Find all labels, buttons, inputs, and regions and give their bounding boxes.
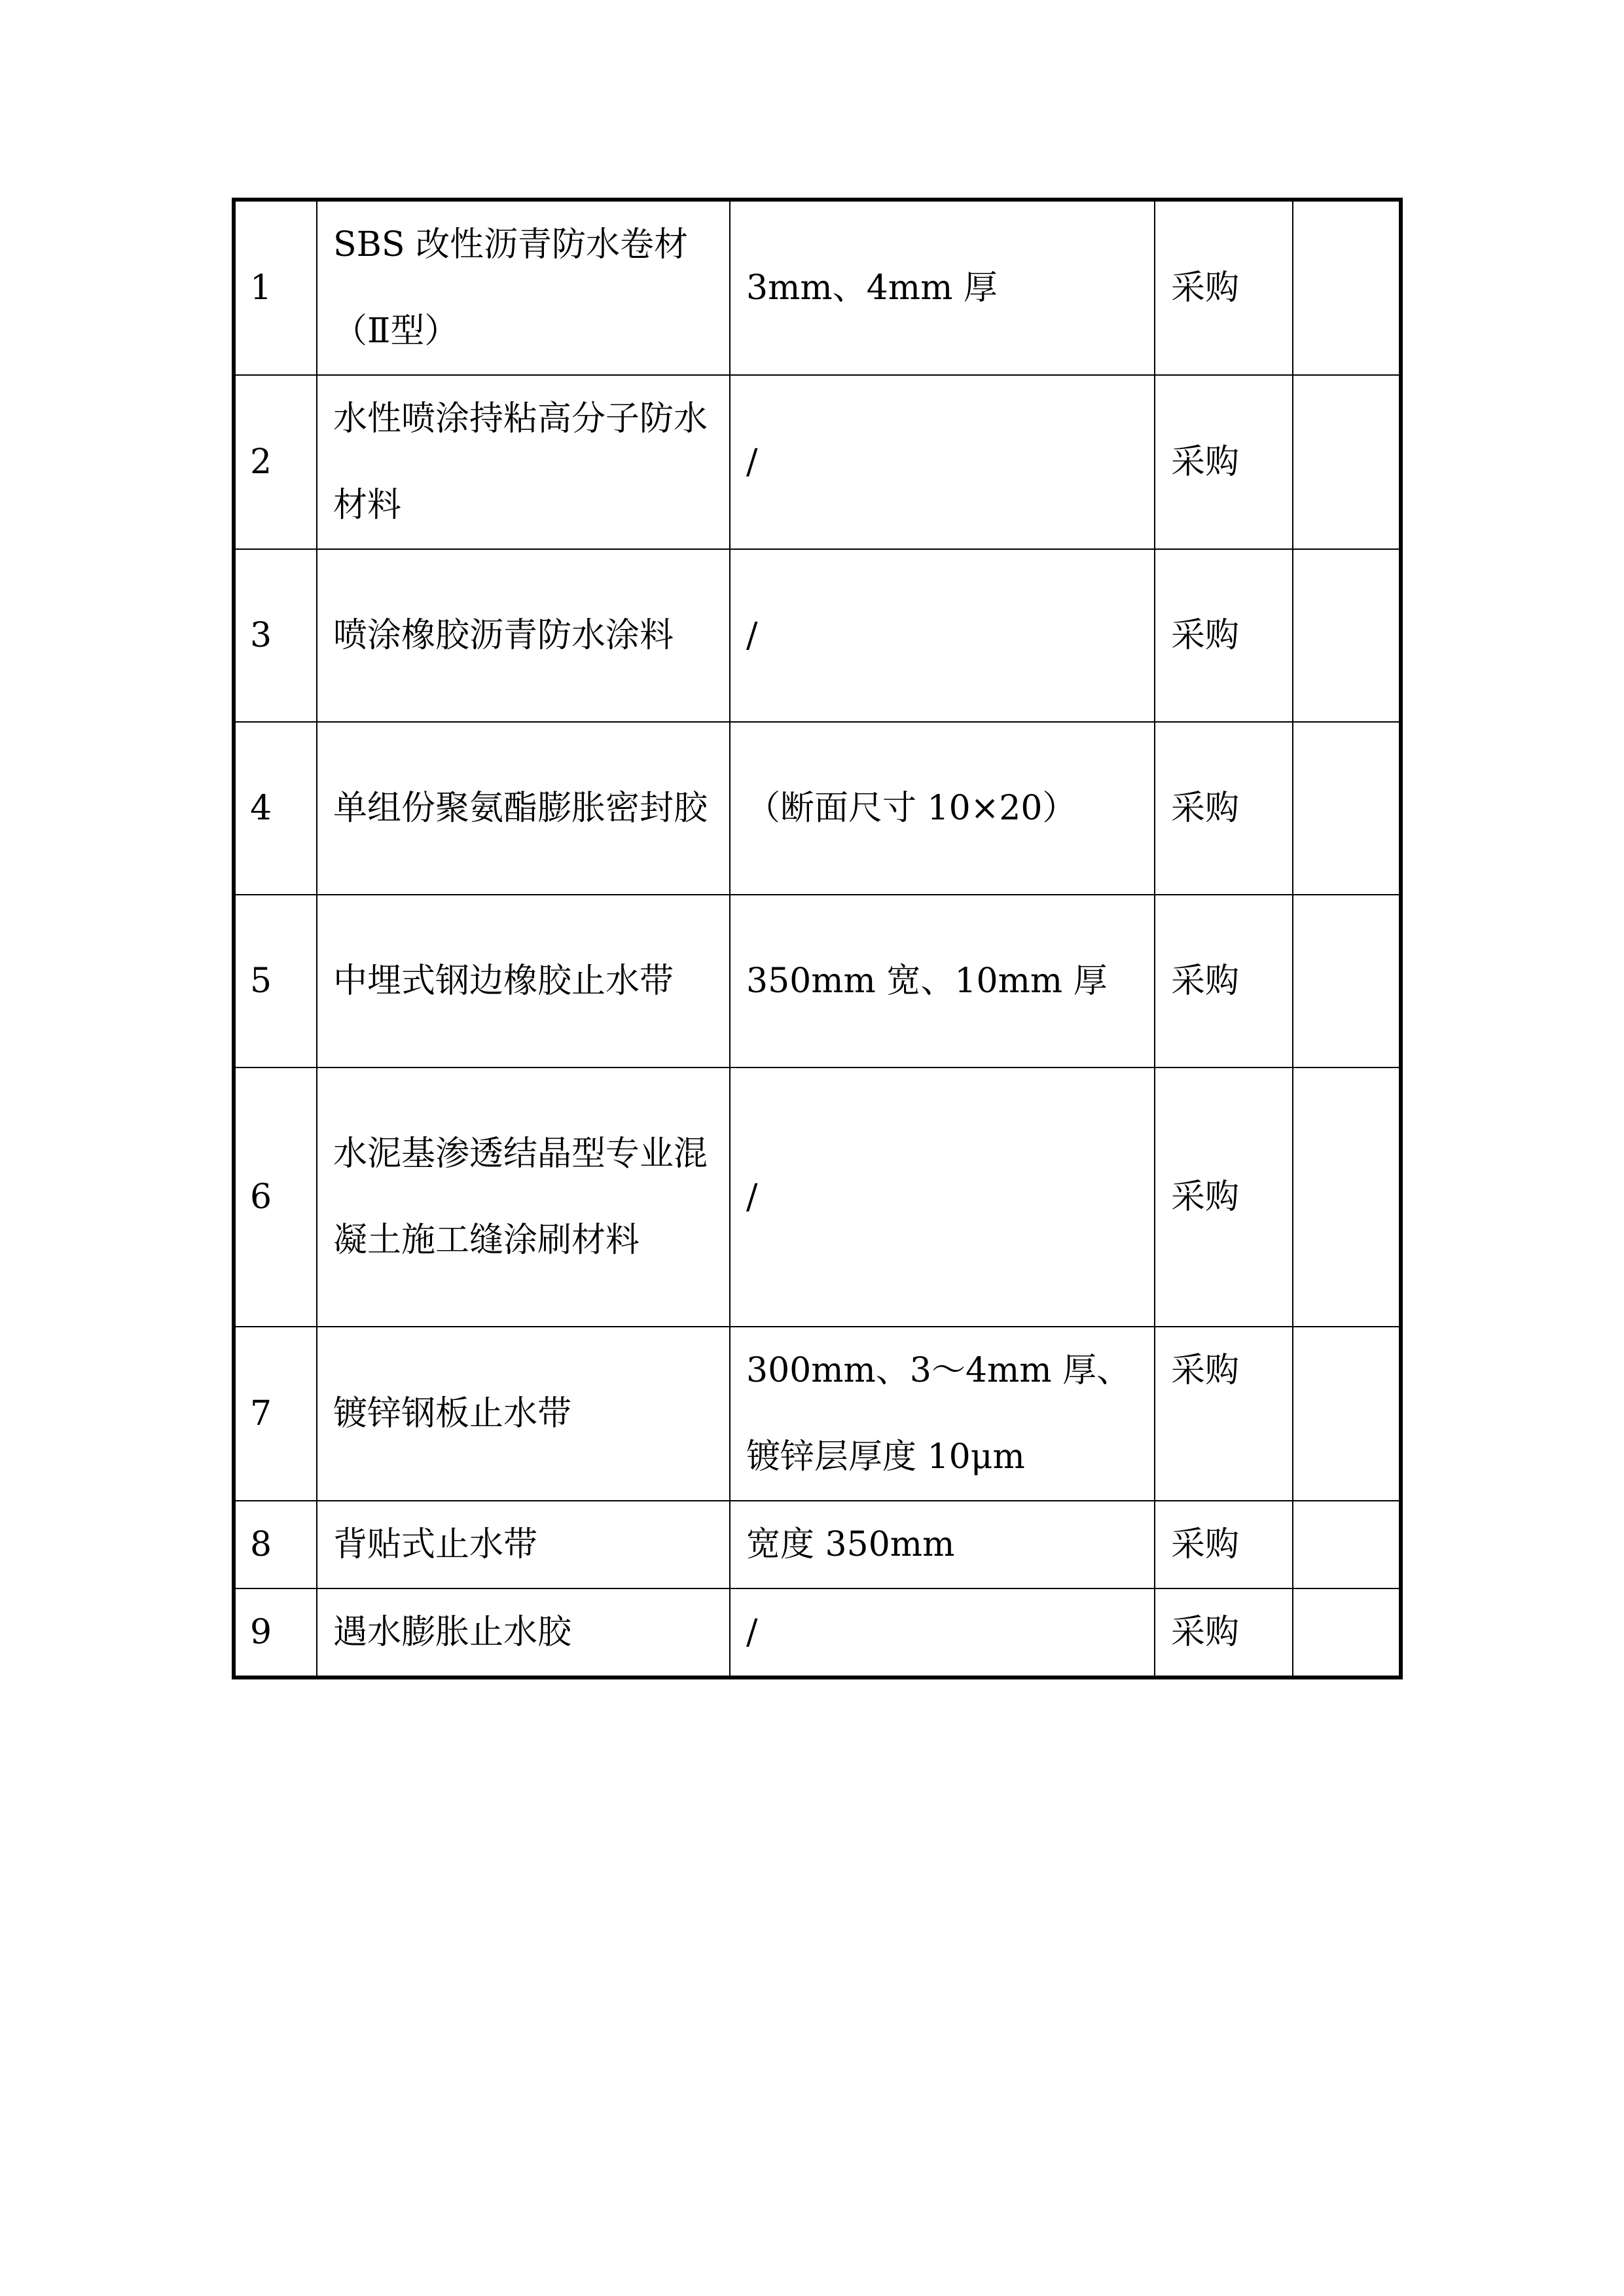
table-row — [234, 722, 1401, 895]
material-spec: 350mm 宽、10mm 厚 — [730, 895, 1155, 1067]
materials-table — [232, 198, 1403, 1679]
table-row — [234, 1067, 1401, 1327]
material-name: 水性喷涂持粘高分子防水材料 — [317, 375, 730, 549]
material-name: 喷涂橡胶沥青防水涂料 — [317, 549, 730, 722]
material-name: 背贴式止水带 — [317, 1501, 730, 1588]
material-spec: / — [730, 375, 1155, 549]
material-note — [1293, 1501, 1401, 1588]
material-source: 采购 — [1155, 549, 1293, 722]
table-row — [234, 375, 1401, 549]
material-note — [1293, 549, 1401, 722]
material-spec: / — [730, 1067, 1155, 1327]
material-spec: / — [730, 1588, 1155, 1677]
material-spec: 宽度 350mm — [730, 1501, 1155, 1588]
row-number: 4 — [234, 722, 317, 895]
material-note — [1293, 1588, 1401, 1677]
table-row — [234, 200, 1401, 375]
material-note — [1293, 375, 1401, 549]
material-source: 采购 — [1155, 375, 1293, 549]
material-spec: 300mm、3～4mm 厚、镀锌层厚度 10μm — [730, 1327, 1155, 1501]
table-row — [234, 1327, 1401, 1501]
material-name: 遇水膨胀止水胶 — [317, 1588, 730, 1677]
table-row — [234, 1501, 1401, 1588]
material-source: 采购 — [1155, 200, 1293, 375]
material-spec: / — [730, 549, 1155, 722]
material-source: 采购 — [1155, 722, 1293, 895]
material-source: 采购 — [1155, 1067, 1293, 1327]
table-row — [234, 895, 1401, 1067]
material-source: 采购 — [1155, 1588, 1293, 1677]
row-number: 7 — [234, 1327, 317, 1501]
row-number: 3 — [234, 549, 317, 722]
material-spec: （断面尺寸 10×20） — [730, 722, 1155, 895]
row-number: 1 — [234, 200, 317, 375]
material-note — [1293, 1067, 1401, 1327]
row-number: 5 — [234, 895, 317, 1067]
material-name: SBS 改性沥青防水卷材（Ⅱ型） — [317, 200, 730, 375]
row-number: 8 — [234, 1501, 317, 1588]
material-name: 单组份聚氨酯膨胀密封胶 — [317, 722, 730, 895]
material-source: 采购 — [1155, 1327, 1293, 1501]
material-source: 采购 — [1155, 1501, 1293, 1588]
material-note — [1293, 722, 1401, 895]
material-note — [1293, 200, 1401, 375]
row-number: 6 — [234, 1067, 317, 1327]
material-note — [1293, 895, 1401, 1067]
material-source: 采购 — [1155, 895, 1293, 1067]
row-number: 9 — [234, 1588, 317, 1677]
material-name: 中埋式钢边橡胶止水带 — [317, 895, 730, 1067]
row-number: 2 — [234, 375, 317, 549]
material-spec: 3mm、4mm 厚 — [730, 200, 1155, 375]
material-name: 水泥基渗透结晶型专业混凝土施工缝涂刷材料 — [317, 1067, 730, 1327]
material-note — [1293, 1327, 1401, 1501]
table-row — [234, 1588, 1401, 1677]
material-name: 镀锌钢板止水带 — [317, 1327, 730, 1501]
table-row — [234, 549, 1401, 722]
